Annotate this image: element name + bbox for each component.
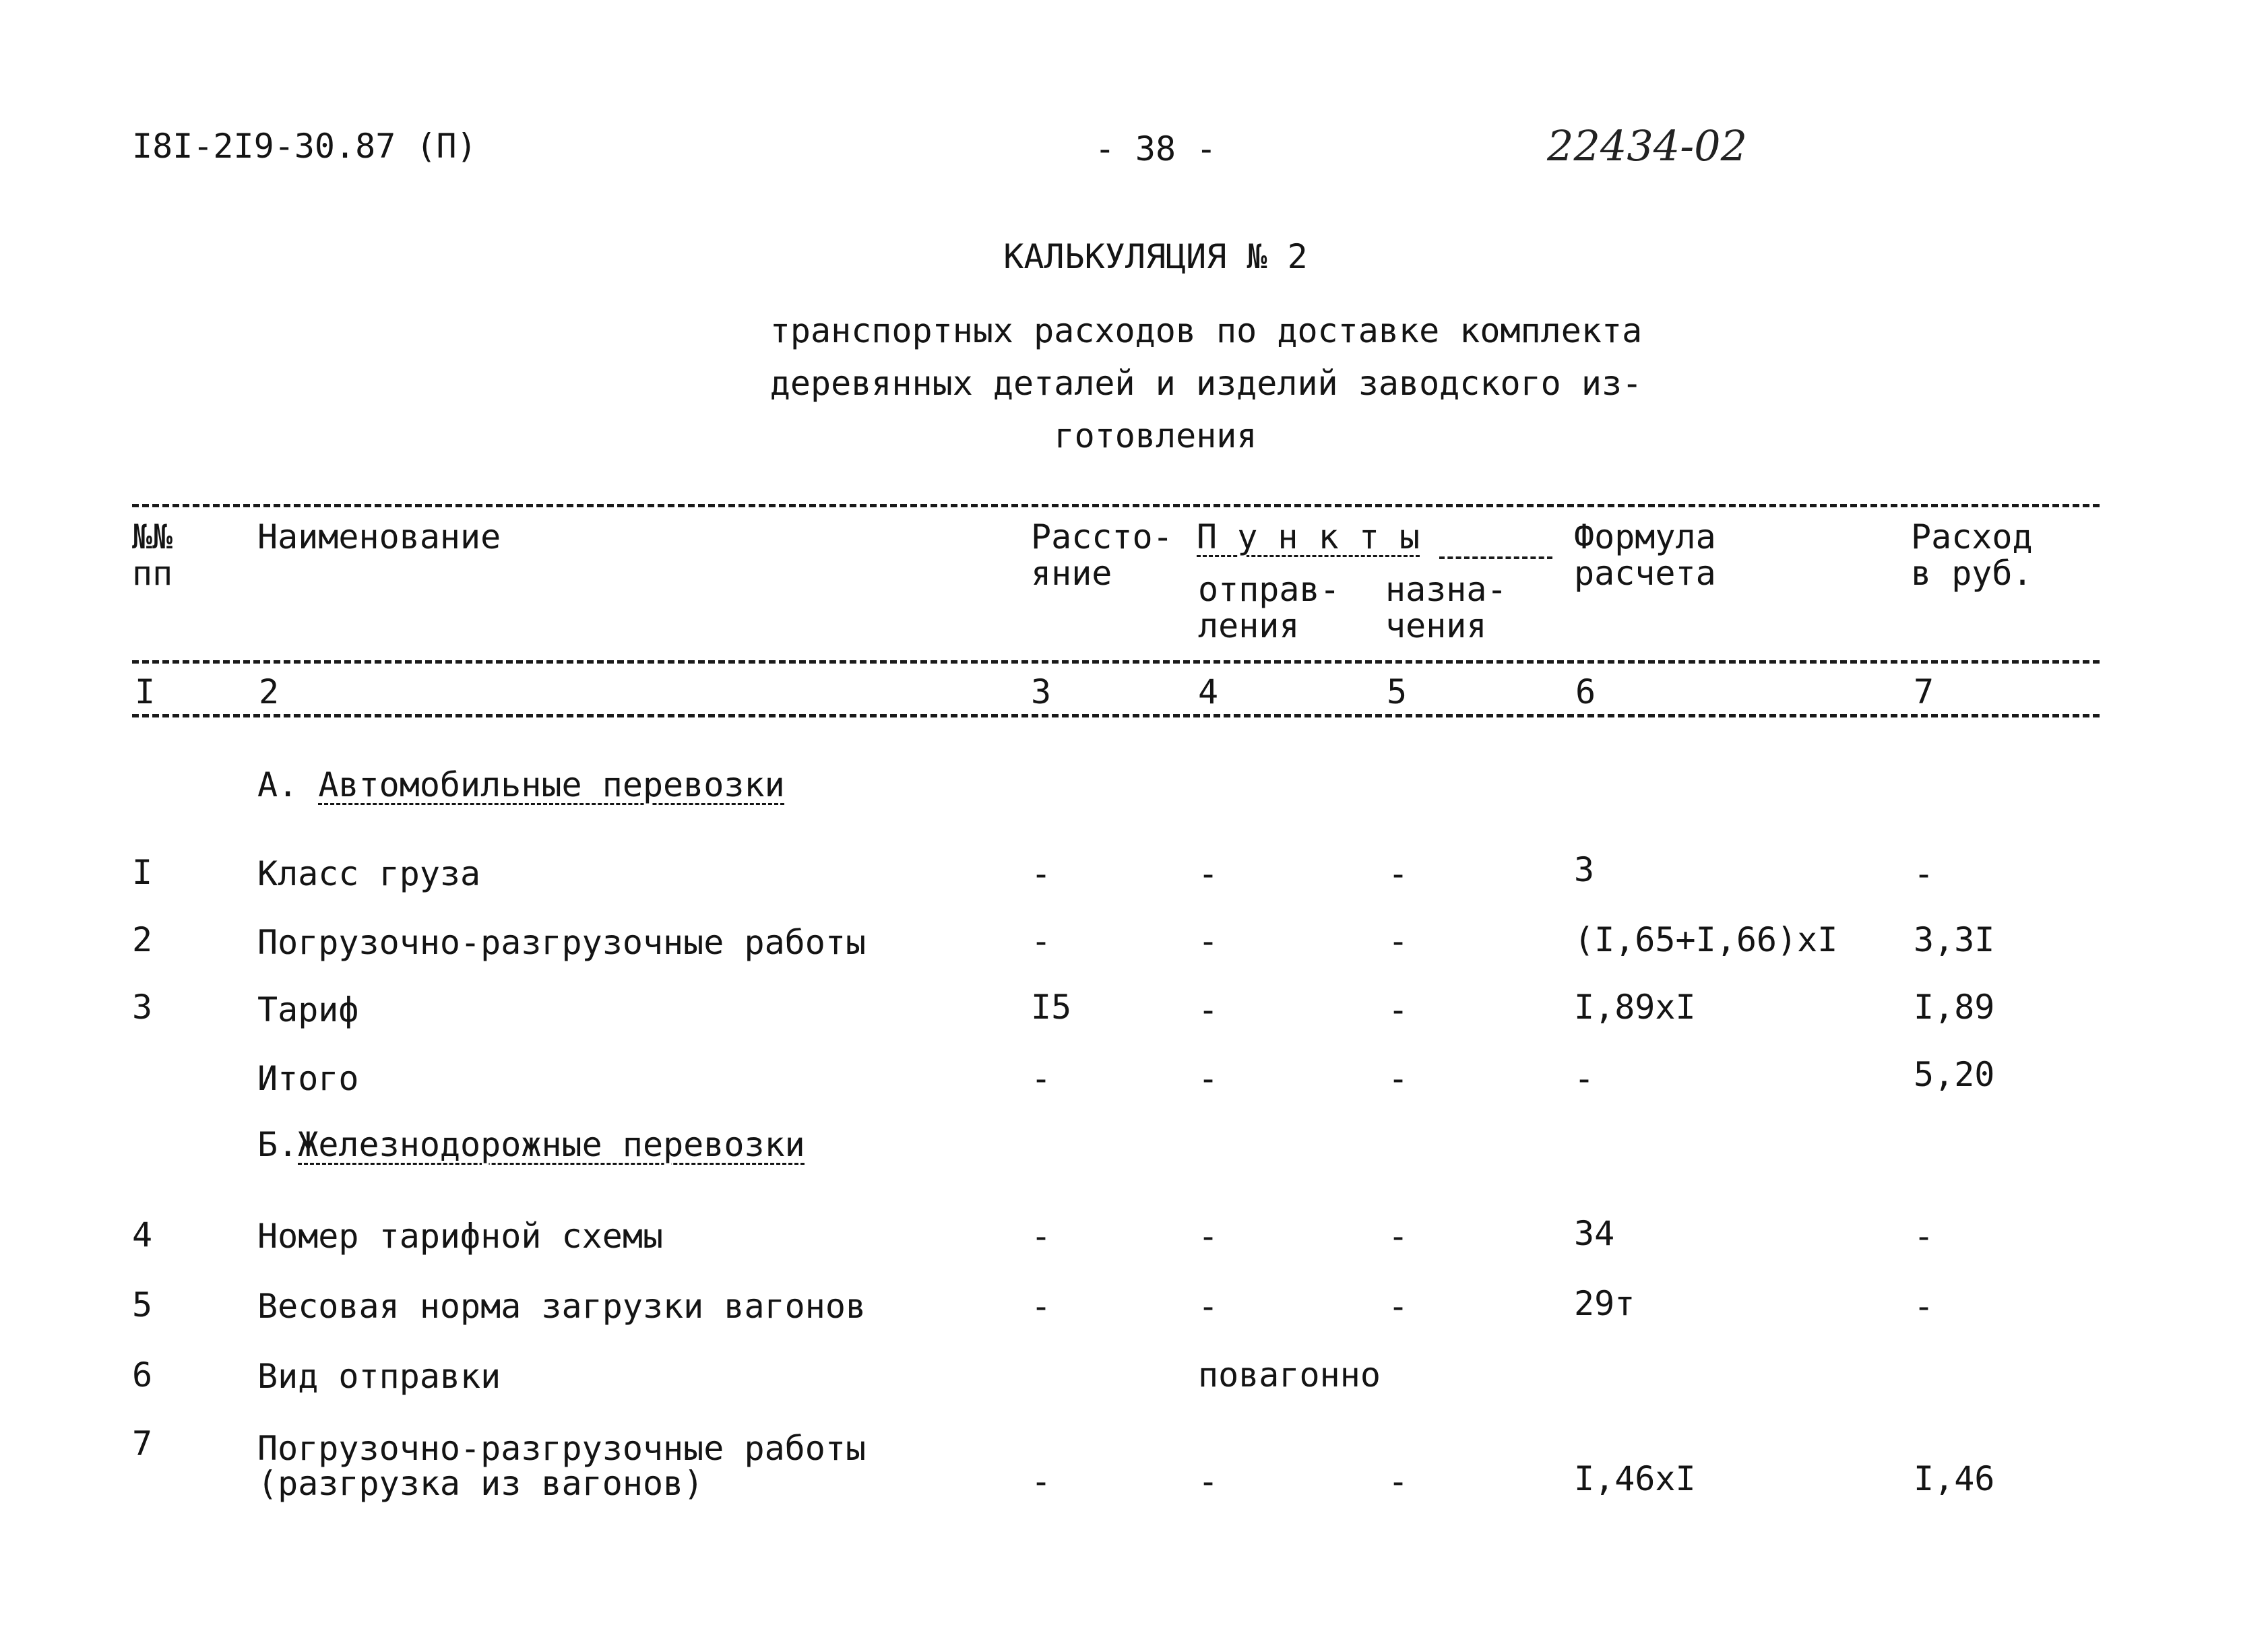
title-line-2: деревянных деталей и изделий заводского из- (769, 364, 1643, 403)
col-cost-header-2: в руб. (1911, 554, 2033, 593)
col-to-header-2: чения (1385, 606, 1487, 645)
row-cost: I,89 (1914, 988, 1995, 1027)
row-cost: - (1914, 1287, 1934, 1326)
col-from-header-1: отправ- (1198, 570, 1340, 609)
section-heading-auto (257, 765, 785, 804)
row-formula: I,89xI (1574, 988, 1696, 1027)
row-from: - (1198, 854, 1219, 893)
section-title: Железнодорожные перевозки (298, 1125, 805, 1164)
row-number: 3 (132, 988, 153, 1027)
row-formula: 34 (1574, 1214, 1615, 1253)
row-from: - (1198, 990, 1219, 1029)
row-formula: (I,65+I,66)xI (1574, 920, 1838, 959)
row-name: Класс груза (257, 854, 481, 893)
col-num-header-2: пп (132, 554, 173, 593)
row-name-line-2: (разгрузка из вагонов) (257, 1464, 704, 1503)
row-name-line-1: Погрузочно-разгрузочные работы (257, 1429, 867, 1468)
row-formula: 29т (1574, 1284, 1635, 1323)
col-index: 7 (1914, 672, 1934, 711)
col-cost-header-1: Расход (1911, 517, 2033, 556)
row-distance: - (1031, 1059, 1052, 1098)
row-formula: I,46xI (1574, 1459, 1696, 1498)
row-name: Итого (257, 1059, 359, 1098)
handwritten-inventory-number: 22434-02 (1547, 121, 1748, 170)
row-cost: 5,20 (1914, 1055, 1995, 1094)
row-number: 7 (132, 1424, 153, 1463)
row-number: 2 (132, 920, 153, 959)
table-top-rule (132, 504, 2100, 507)
row-name: Погрузочно-разгрузочные работы (257, 923, 867, 962)
row-to: - (1388, 1217, 1409, 1256)
row-from: - (1198, 1462, 1219, 1501)
row-to: - (1388, 1059, 1409, 1098)
col-points-header: П у н к т ы (1197, 517, 1420, 556)
row-cost: - (1914, 1217, 1934, 1256)
row-number: 4 (132, 1215, 153, 1254)
title-line-3: готовления (1054, 416, 1257, 455)
col-index: 3 (1031, 672, 1052, 711)
row-number: I (132, 853, 153, 892)
row-distance: - (1031, 922, 1052, 961)
row-distance: I5 (1031, 988, 1072, 1027)
row-distance: - (1031, 854, 1052, 893)
section-title: Автомобильные перевозки (318, 765, 785, 804)
title-line-1: транспортных расходов по доставке комплекта (769, 311, 1643, 350)
table-header-rule (132, 660, 2100, 664)
row-formula: 3 (1574, 850, 1595, 889)
col-index: I (135, 672, 156, 711)
row-number: 6 (132, 1355, 153, 1395)
col-from-header-2: ления (1198, 606, 1300, 645)
row-to: - (1388, 922, 1409, 961)
row-cost: 3,3I (1914, 920, 1995, 959)
col-index: 2 (259, 672, 280, 711)
col-num-header-1: №№ (132, 517, 173, 556)
row-shipment: повагонно (1198, 1355, 1381, 1395)
col-to-header-1: назна- (1385, 570, 1507, 609)
row-from: - (1198, 1287, 1219, 1326)
row-name: Номер тарифной схемы (257, 1217, 664, 1256)
page-number: - 38 - (1094, 129, 1217, 168)
row-name: Весовая норма загрузки вагонов (257, 1287, 867, 1326)
row-from: - (1198, 1059, 1219, 1098)
document-heading: КАЛЬКУЛЯЦИЯ № 2 (1003, 237, 1308, 276)
row-name: Тариф (257, 990, 359, 1029)
row-cost: I,46 (1914, 1459, 1995, 1498)
row-to: - (1388, 990, 1409, 1029)
col-formula-header-1: Формула (1574, 517, 1716, 556)
row-distance: - (1031, 1462, 1052, 1501)
section-prefix: Б. (257, 1125, 298, 1164)
col-distance-header-2: яние (1031, 554, 1112, 593)
col-name-header: Наименование (257, 517, 501, 556)
col-index: 5 (1387, 672, 1408, 711)
col-formula-header-2: расчета (1574, 554, 1716, 593)
row-to: - (1388, 1462, 1409, 1501)
row-formula: - (1574, 1059, 1595, 1098)
row-from: - (1198, 922, 1219, 961)
row-name: Вид отправки (257, 1357, 501, 1396)
row-to: - (1388, 1287, 1409, 1326)
points-header-rule (1439, 556, 1552, 559)
row-distance: - (1031, 1287, 1052, 1326)
col-index: 6 (1575, 672, 1596, 711)
section-prefix: А. (257, 765, 319, 804)
row-cost: - (1914, 854, 1934, 893)
index-row-rule (132, 714, 2100, 717)
col-distance-header-1: Рассто- (1031, 517, 1173, 556)
row-distance: - (1031, 1217, 1052, 1256)
row-to: - (1388, 854, 1409, 893)
row-number: 5 (132, 1285, 153, 1324)
document-code: I8I-2I9-30.87 (П) (132, 127, 477, 166)
section-heading-rail (257, 1125, 805, 1164)
row-from: - (1198, 1217, 1219, 1256)
col-index: 4 (1198, 672, 1219, 711)
